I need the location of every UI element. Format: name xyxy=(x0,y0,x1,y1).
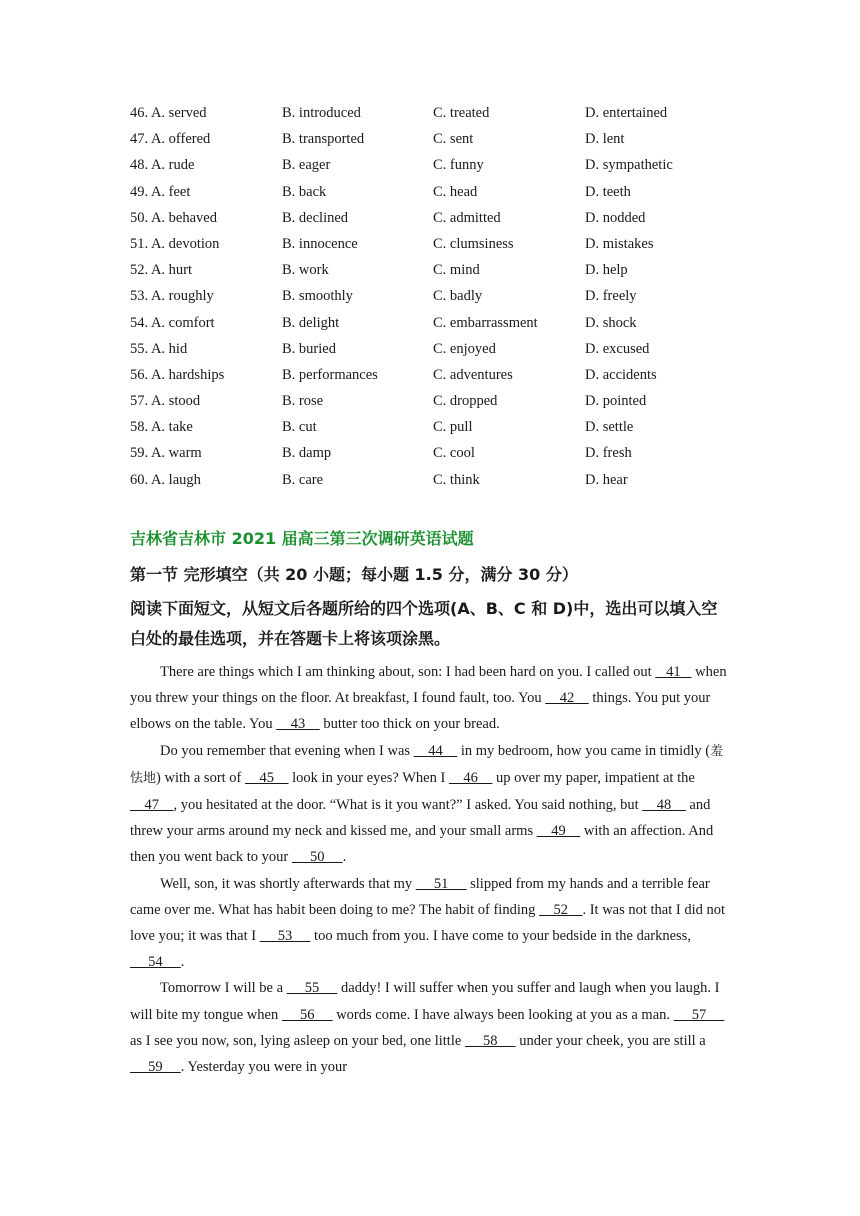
option-b: B. eager xyxy=(282,157,331,174)
section-title: 吉林省吉林市 2021 届高三第三次调研英语试题 xyxy=(130,529,474,548)
option-c: C. badly xyxy=(433,288,483,305)
option-b: B. declined xyxy=(282,209,349,226)
option-c: C. treated xyxy=(433,105,490,121)
blank: 54 xyxy=(130,954,181,971)
option-d: D. nodded xyxy=(585,209,646,226)
option-a: 59. A. warm xyxy=(130,445,202,462)
option-a: 52. A. hurt xyxy=(130,262,193,279)
option-d: D. settle xyxy=(585,419,634,436)
blank: 47 xyxy=(130,797,174,814)
paragraph-3 xyxy=(130,871,732,976)
passage-text: . xyxy=(342,849,347,866)
option-d: D. help xyxy=(585,262,628,279)
option-d: D. hear xyxy=(585,471,628,488)
passage-text: in my bedroom, how you came in timidly ( xyxy=(457,742,711,759)
option-c: C. embarrassment xyxy=(433,314,538,331)
option-row xyxy=(130,233,750,259)
option-c: C. mind xyxy=(433,262,480,279)
passage-text: Well, son, it was shortly afterwards that my xyxy=(160,875,416,892)
passage-text: . Yesterday you were in your xyxy=(180,1059,348,1076)
blank: 57 xyxy=(673,1006,725,1023)
option-b: B. performances xyxy=(282,366,378,383)
option-b: B. work xyxy=(282,262,329,279)
option-d: D. shock xyxy=(585,314,637,331)
passage-text: slipped from my hands and a terrible fear came over me. What has habit been doing to me? The habit of finding xyxy=(130,875,710,918)
option-a: 51. A. devotion xyxy=(130,235,220,252)
paragraph-1 xyxy=(130,659,732,738)
blank: 52 xyxy=(538,901,583,918)
passage-text: daddy! I will suffer when you suffer and laugh when you laugh. I will bite my tongue when xyxy=(130,980,720,1023)
passage-text: . It was not that I did not love you; it was that I xyxy=(130,901,726,945)
option-a: 49. A. feet xyxy=(130,183,191,200)
option-row xyxy=(130,102,750,128)
passage-text: up over my paper, impatient at the xyxy=(492,769,695,786)
option-d: D. fresh xyxy=(585,445,632,462)
option-row xyxy=(130,207,750,233)
option-row xyxy=(130,128,750,154)
option-row xyxy=(130,390,750,416)
passage-text: Tomorrow I will be a xyxy=(160,980,287,997)
option-d: D. lent xyxy=(585,131,625,148)
option-b: B. transported xyxy=(282,131,365,148)
blank: 46 xyxy=(448,769,493,786)
blank: 45 xyxy=(245,769,289,786)
option-a: 60. A. laugh xyxy=(130,471,201,488)
blank: 48 xyxy=(642,797,686,814)
passage-text: words come. I have always been looking at you as a man. xyxy=(332,1006,674,1023)
passage-text: , you hesitated at the door. “What is it you want?” I asked. You said nothing, but xyxy=(173,797,643,814)
passage-text: too much from you. I have come to your bedside in the darkness, xyxy=(310,928,691,945)
passage-text: . xyxy=(180,954,185,971)
option-row xyxy=(130,416,750,442)
option-row xyxy=(130,181,750,207)
paragraph-4 xyxy=(130,975,732,1080)
blank: 51 xyxy=(415,875,467,892)
passage-text: things. You put your elbows on the table. You xyxy=(130,690,711,733)
option-c: C. cool xyxy=(433,445,475,462)
passage-text: as I see you now, son, lying asleep on your bed, one little xyxy=(130,1032,465,1049)
blank: 44 xyxy=(413,742,458,759)
instruction: 阅读下面短文，从短文后各题所给的四个选项(A、B、C 和 D)中，选出可以填入空白处的最佳选项，并在答题卡上将该项涂黑。 xyxy=(130,599,718,648)
option-row xyxy=(130,285,750,311)
option-b: B. buried xyxy=(282,340,336,357)
option-c: C. pull xyxy=(433,419,473,436)
option-b: B. introduced xyxy=(282,105,361,121)
option-d: D. entertained xyxy=(585,105,668,121)
option-b: B. rose xyxy=(282,393,324,410)
option-d: D. freely xyxy=(585,288,637,305)
option-d: D. mistakes xyxy=(585,235,654,252)
paragraph-2 xyxy=(130,738,732,871)
blank: 49 xyxy=(536,823,581,840)
option-b: B. cut xyxy=(282,419,317,436)
option-c: C. admitted xyxy=(433,209,501,226)
option-b: B. delight xyxy=(282,314,340,331)
option-c: C. think xyxy=(433,471,480,488)
blank: 56 xyxy=(281,1006,333,1023)
passage-text: when you threw your things on the floor. At breakfast, I found fault, too. You xyxy=(130,664,727,707)
blank: 55 xyxy=(286,980,338,997)
blank: 43 xyxy=(276,716,320,733)
passage-text: and threw your arms around my neck and kissed me, and your small arms xyxy=(130,797,711,840)
option-d: D. sympathetic xyxy=(585,157,673,174)
option-row xyxy=(130,259,750,285)
passage-text: with an affection. And then you went back to your xyxy=(130,823,714,866)
option-c: C. clumsiness xyxy=(433,235,514,252)
option-b: B. smoothly xyxy=(282,288,353,305)
option-a: 46. A. served xyxy=(130,105,207,121)
blank: 42 xyxy=(545,690,589,707)
blank: 50 xyxy=(291,849,343,866)
option-b: B. damp xyxy=(282,445,332,462)
passage-text: Do you remember that evening when I was xyxy=(160,742,414,759)
option-d: D. pointed xyxy=(585,393,647,410)
option-c: C. sent xyxy=(433,131,474,148)
option-b: B. care xyxy=(282,471,324,488)
passage-text: look in your eyes? When I xyxy=(288,769,449,786)
passage-text: ) with a sort of xyxy=(156,769,246,786)
blank: 58 xyxy=(464,1032,516,1049)
option-b: B. innocence xyxy=(282,235,358,252)
blank: 59 xyxy=(130,1059,181,1076)
option-d: D. teeth xyxy=(585,183,631,200)
option-c: C. dropped xyxy=(433,393,498,410)
blank: 41 xyxy=(655,664,692,680)
option-a: 56. A. hardships xyxy=(130,366,225,383)
option-a: 50. A. behaved xyxy=(130,209,217,226)
option-row xyxy=(130,154,750,180)
option-a: 53. A. roughly xyxy=(130,288,214,305)
option-c: C. enjoyed xyxy=(433,340,496,357)
option-d: D. excused xyxy=(585,340,650,357)
option-row xyxy=(130,312,750,338)
option-a: 58. A. take xyxy=(130,419,193,436)
option-b: B. back xyxy=(282,183,327,200)
passage-text: under your cheek, you are still a xyxy=(515,1032,706,1049)
option-c: C. head xyxy=(433,183,478,200)
option-c: C. funny xyxy=(433,157,484,174)
cloze-passage xyxy=(130,659,732,1080)
option-row xyxy=(130,364,750,390)
option-a: 54. A. comfort xyxy=(130,314,215,331)
option-a: 57. A. stood xyxy=(130,393,201,410)
option-row xyxy=(130,338,750,364)
option-a: 48. A. rude xyxy=(130,157,195,174)
gloss-text: 羞怯地 xyxy=(130,743,724,786)
blank: 53 xyxy=(259,928,311,945)
option-d: D. accidents xyxy=(585,366,657,383)
passage-text: There are things which I am thinking about, son: I had been hard on you. I called out xyxy=(160,664,656,680)
option-c: C. adventures xyxy=(433,366,513,383)
passage-text: butter too thick on your bread. xyxy=(319,716,500,733)
option-row xyxy=(130,442,750,468)
answer-options-table xyxy=(130,102,750,495)
option-a: 47. A. offered xyxy=(130,131,211,148)
section-subtitle: 第一节 完形填空（共 20 小题；每小题 1.5 分，满分 30 分） xyxy=(130,565,578,584)
option-a: 55. A. hid xyxy=(130,340,188,357)
option-row xyxy=(130,469,750,495)
